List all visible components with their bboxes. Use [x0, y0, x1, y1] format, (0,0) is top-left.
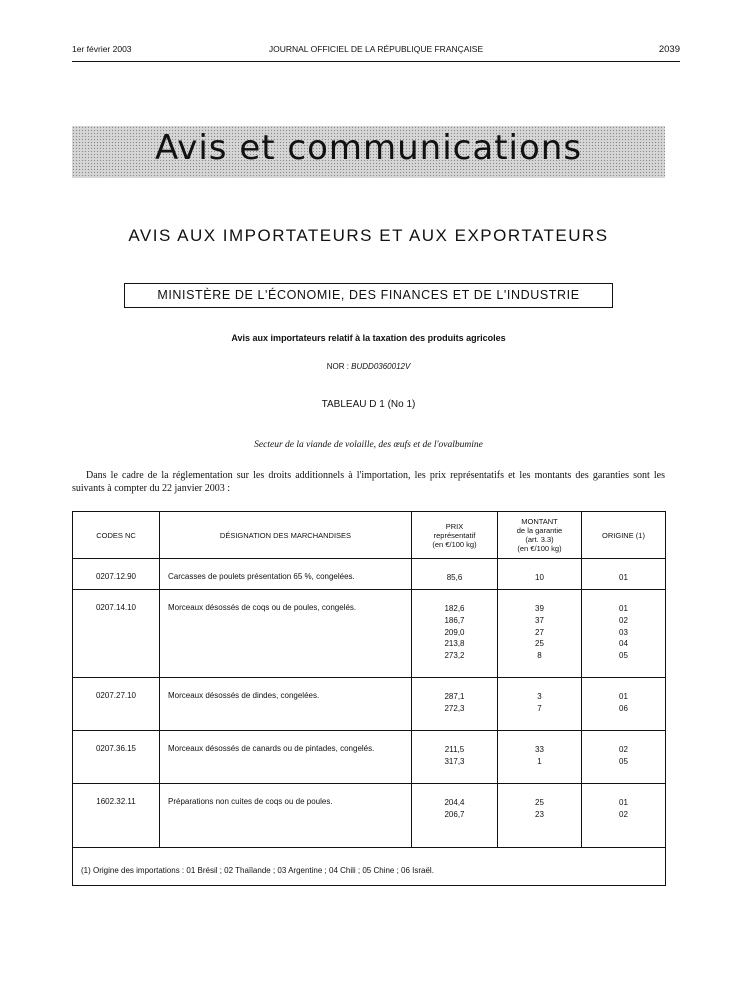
tariff-table — [72, 511, 666, 886]
header-journal-title: JOURNAL OFFICIEL DE LA RÉPUBLIQUE FRANÇAISE — [268, 44, 484, 54]
cell-prix — [412, 731, 498, 784]
montant-value: 10 — [535, 573, 544, 582]
cell-code: 1602.32.11 — [73, 784, 160, 848]
montant-value: 27 — [535, 627, 544, 637]
cell-code: 0207.27.10 — [73, 678, 160, 731]
prix-value: 204,4 — [444, 798, 465, 807]
secteur-subtitle: Secteur de la viande de volaille, des œufs et de l'ovalbumine — [254, 440, 483, 450]
origine-value: 02 — [619, 615, 628, 625]
cell-code: 0207.14.10 — [73, 590, 160, 678]
cell-prix — [412, 784, 498, 848]
table-footnote: (1) Origine des importations : 01 Brésil ; 02 Thaïlande ; 03 Argentine ; 04 Chili ; 05 Chine ; 06 Israël. — [73, 848, 666, 886]
cell-designation: Morceaux désossés de coqs ou de poules, congelés. — [160, 590, 412, 678]
cell-prix — [412, 678, 498, 731]
cell-montant — [498, 590, 582, 678]
table-row — [73, 590, 666, 678]
prix-value: 317,3 — [444, 756, 465, 766]
prix-value: 287,1 — [444, 692, 465, 701]
montant-value: 8 — [537, 651, 542, 661]
header-codes: CODES NC — [73, 512, 160, 559]
cell-montant — [498, 678, 582, 731]
prix-value: 209,0 — [444, 627, 465, 637]
banner-title: Avis et communications — [154, 128, 583, 168]
cell-origine — [582, 731, 666, 784]
cell-designation: Morceaux désossés de canards ou de pintades, congelés. — [160, 731, 412, 784]
origine-value: 01 — [619, 604, 628, 613]
cell-designation: Morceaux désossés de dindes, congelées. — [160, 678, 412, 731]
prix-value: 272,3 — [444, 703, 465, 713]
header-montant — [498, 512, 582, 559]
origine-value: 05 — [619, 651, 628, 661]
cell-code: 0207.36.15 — [73, 731, 160, 784]
cell-origine — [582, 559, 666, 590]
cell-origine — [582, 784, 666, 848]
table-header-row — [73, 512, 666, 559]
cell-designation: Préparations non cuites de coqs ou de poules. — [160, 784, 412, 848]
origine-value: 01 — [619, 573, 628, 582]
cell-origine — [582, 590, 666, 678]
nor-value: BUDD0360012V — [351, 362, 411, 371]
header-montant-line: (en €/100 kg) — [517, 544, 562, 553]
montant-value: 39 — [535, 604, 544, 613]
montant-value: 25 — [535, 798, 544, 807]
cell-montant — [498, 731, 582, 784]
header-page-number: 2039 — [658, 44, 680, 55]
table-row — [73, 784, 666, 848]
header-rule — [72, 61, 680, 62]
montant-value: 23 — [535, 809, 544, 819]
origine-value: 04 — [619, 639, 628, 649]
header-date: 1er février 2003 — [72, 44, 132, 54]
origine-value: 06 — [619, 703, 628, 713]
origine-value: 03 — [619, 627, 628, 637]
prix-value: 273,2 — [444, 651, 465, 661]
running-header — [72, 44, 680, 62]
tableau-title: TABLEAU D 1 (No 1) — [321, 399, 416, 410]
prix-value: 182,6 — [444, 604, 465, 613]
section-banner — [72, 126, 665, 178]
section-title: AVIS AUX IMPORTATEURS ET AUX EXPORTATEURS — [128, 226, 609, 245]
prix-value: 206,7 — [444, 809, 465, 819]
origine-value: 02 — [619, 809, 628, 819]
footnote-row — [73, 848, 666, 886]
table-row — [73, 559, 666, 590]
prix-value: 186,7 — [444, 615, 465, 625]
cell-prix — [412, 559, 498, 590]
table-body — [73, 559, 666, 848]
table-row — [73, 731, 666, 784]
ministry-box: MINISTÈRE DE L'ÉCONOMIE, DES FINANCES ET DE L'INDUSTRIE — [124, 283, 613, 308]
cell-origine — [582, 678, 666, 731]
montant-value: 1 — [537, 756, 542, 766]
nor-label: NOR : — [326, 362, 349, 371]
origine-value: 02 — [619, 745, 628, 754]
montant-value: 37 — [535, 615, 544, 625]
header-montant-line: de la garantie — [516, 526, 563, 535]
origine-value: 05 — [619, 756, 628, 766]
montant-value: 33 — [535, 745, 544, 754]
montant-value: 3 — [537, 692, 542, 701]
cell-montant — [498, 784, 582, 848]
nor-reference — [72, 362, 665, 371]
avis-title: Avis aux importateurs relatif à la taxation des produits agricoles — [231, 333, 506, 343]
prix-value: 211,5 — [444, 745, 465, 754]
montant-value: 7 — [537, 703, 542, 713]
header-prix — [412, 512, 498, 559]
cell-montant — [498, 559, 582, 590]
table-row — [73, 678, 666, 731]
origine-value: 01 — [619, 798, 628, 807]
prix-value: 85,6 — [446, 573, 463, 582]
cell-designation: Carcasses de poulets présentation 65 %, congelées. — [160, 559, 412, 590]
montant-value: 25 — [535, 639, 544, 649]
cell-prix — [412, 590, 498, 678]
intro-paragraph: Dans le cadre de la réglementation sur les droits additionnels à l'importation, les prix représentatifs et les montants des garanties sont les suivants à compter du 22 janvier 2003 : — [72, 470, 665, 494]
header-prix-line: représentatif — [433, 530, 476, 540]
cell-code: 0207.12.90 — [73, 559, 160, 590]
header-designation: DÉSIGNATION DES MARCHANDISES — [160, 512, 412, 559]
header-prix-line: (en €/100 kg) — [432, 539, 477, 549]
prix-value: 213,8 — [444, 639, 465, 649]
header-prix-line: PRIX — [445, 521, 464, 531]
header-montant-line: (art. 3.3) — [525, 535, 554, 544]
header-origine: ORIGINE (1) — [582, 512, 666, 559]
header-montant-line: MONTANT — [521, 517, 558, 526]
origine-value: 01 — [619, 692, 628, 701]
